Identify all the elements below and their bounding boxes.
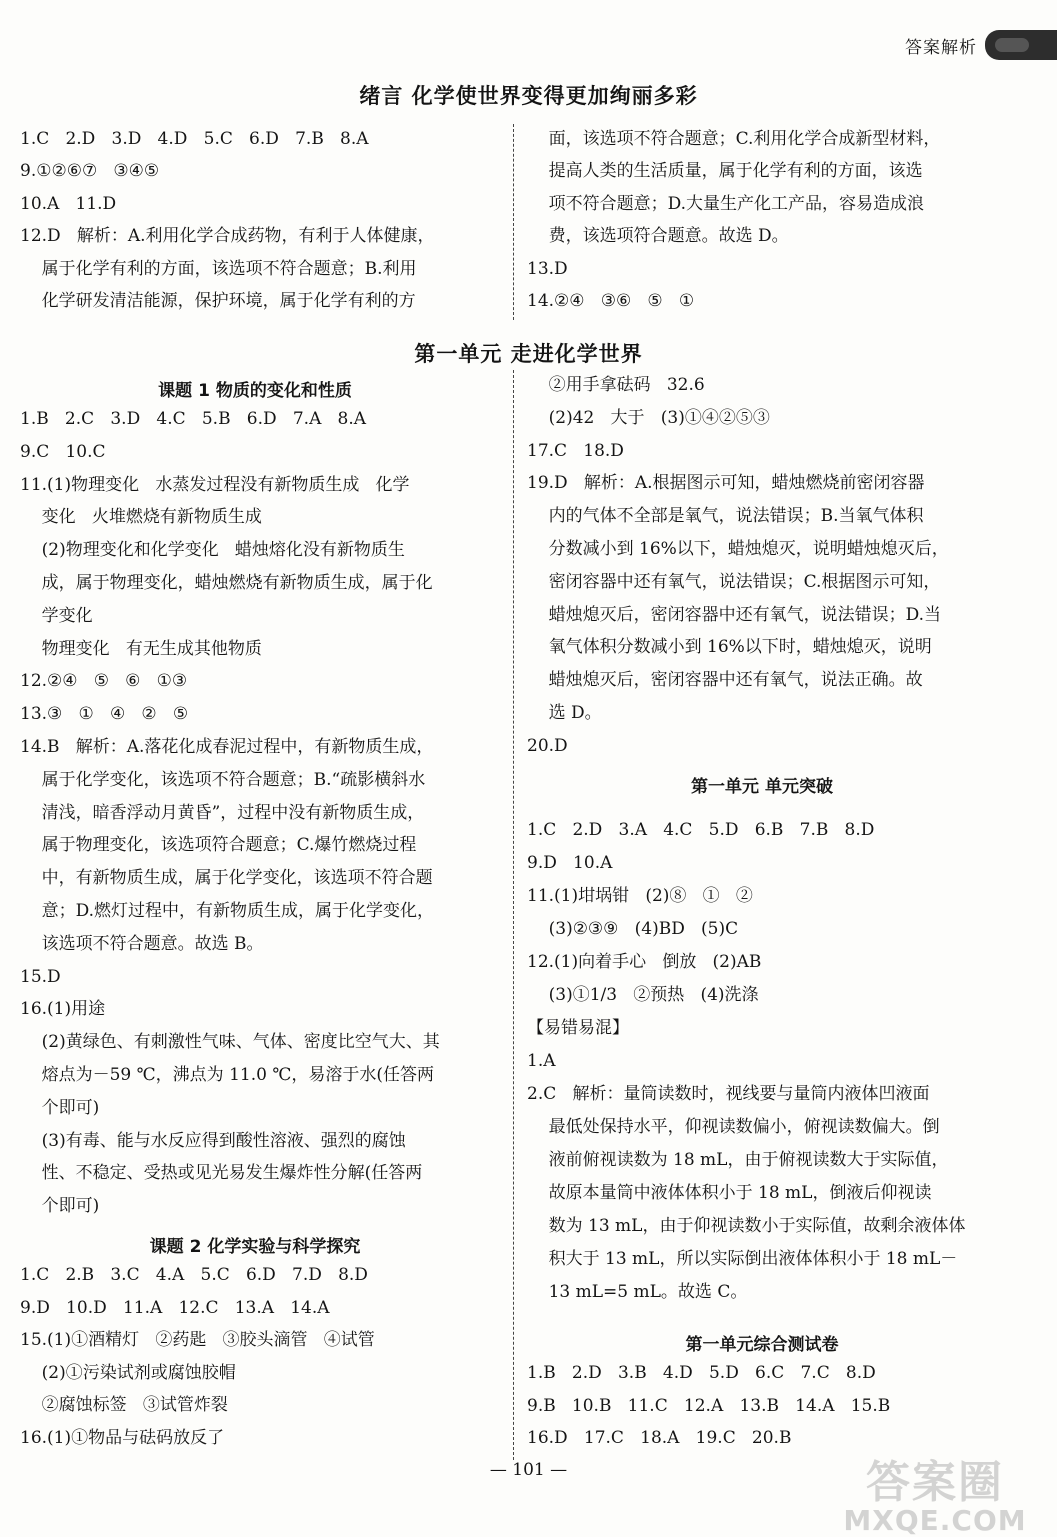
- watermark-logo: [825, 1446, 1045, 1537]
- answer-line: 变化 火堆燃烧有新物质生成: [20, 507, 262, 528]
- answer-line: 蜡烛熄灭后，密闭容器中还有氧气，说法错误；D.当: [527, 604, 942, 625]
- answer-line: 性、不稳定、受热或见光易发生爆炸性分解(任答两: [20, 1163, 423, 1184]
- answer-line: 化学研发清洁能源，保护环境，属于化学有利的方: [20, 291, 416, 311]
- answer-line: 个即可): [20, 1196, 100, 1217]
- answer-line: 10.A 11.D: [20, 193, 117, 214]
- answer-line: 学变化: [20, 605, 93, 626]
- answer-line: 个即可): [20, 1097, 100, 1118]
- answer-line: 15.D: [20, 966, 61, 987]
- answer-line: ②腐蚀标签 ③试管炸裂: [20, 1395, 228, 1416]
- answer-line: 15.(1)①酒精灯 ②药匙 ③胶头滴管 ④试管: [20, 1330, 375, 1351]
- answer-line: ②用手拿砝码 32.6: [527, 375, 705, 395]
- answer-line: 分数减小到 16%以下，蜡烛熄灭，说明蜡烛熄灭后，: [527, 539, 949, 559]
- answer-line: 该选项不符合题意。故选 B。: [20, 933, 264, 954]
- answer-line: 9.①②⑥⑦ ③④⑤: [20, 161, 160, 182]
- answer-line: 氧气体积分数减小到 16%以下时，蜡烛熄灭，说明: [527, 637, 932, 658]
- answer-line: (3)①1/3 ②预热 (4)洗涤: [527, 985, 759, 1005]
- answer-line: 成，属于物理变化，蜡烛燃烧有新物质生成，属于化: [20, 573, 433, 593]
- answer-line: 12.②④ ⑤ ⑥ ①③: [20, 671, 188, 692]
- answer-line: 9.D 10.D 11.A 12.C 13.A 14.A: [20, 1297, 330, 1318]
- answer-line: 9.D 10.A: [527, 853, 613, 873]
- answer-line: 数为 13 mL，由于仰视读数小于实际值，故剩余液体体: [527, 1216, 966, 1236]
- answer-line: 16.(1)①物品与砝码放反了: [20, 1428, 225, 1448]
- answer-line: 14.B 解析：A.落花化成春泥过程中，有新物质生成，: [20, 737, 434, 757]
- answer-line: 故原本量筒中液体体积小于 18 mL，倒液后仰视读: [527, 1183, 932, 1203]
- page-header: [905, 30, 1057, 60]
- answer-line: (3)②③⑨ (4)BD (5)C: [527, 919, 739, 939]
- answer-line: 9.C 10.C: [20, 441, 106, 462]
- answer-line: (2)物理变化和化学变化 蜡烛熔化没有新物质生: [20, 540, 405, 561]
- answer-line: 12.D 解析：A.利用化学合成药物，有利于人体健康，: [20, 226, 435, 247]
- answer-line: 1.A: [527, 1051, 556, 1071]
- answer-line: 项不符合题意；D.大量生产化工产品，容易造成浪: [527, 193, 925, 214]
- answer-line: 物理变化 有无生成其他物质: [20, 638, 262, 659]
- answer-line: 意；D.燃灯过程中，有新物质生成，属于化学变化，: [20, 901, 435, 921]
- section-title-intro: 绪言 化学使世界变得更加绚丽多彩: [359, 84, 698, 108]
- header-label: 答案解析: [905, 37, 977, 58]
- answer-line: 1.B 2.C 3.D 4.C 5.B 6.D 7.A 8.A: [20, 409, 367, 429]
- answer-line: 密闭容器中还有氧气，说法错误；C.根据图示可知，: [527, 571, 941, 592]
- answer-line: 17.C 18.D: [527, 440, 624, 461]
- answer-line: 2.C 解析：量筒读数时，视线要与量筒内液体凹液面: [527, 1084, 930, 1104]
- answer-line: 费，该选项符合题意。故选 D。: [527, 226, 789, 247]
- lesson2-title: 课题 2 化学实验与科学探究: [149, 1237, 361, 1257]
- answer-line: 中，有新物质生成，属于化学变化，该选项不符合题: [20, 868, 433, 889]
- answer-line: (2)42 大于 (3)①④②⑤③: [527, 407, 770, 428]
- answer-line: 面，该选项不符合题意；C.利用化学合成新型材料，: [527, 129, 941, 149]
- breakthrough-title: 第一单元 单元突破: [691, 777, 833, 797]
- answer-line: 11.(1)物理变化 水蒸发过程没有新物质生成 化学: [20, 474, 410, 495]
- answer-line: (2)①污染试剂或腐蚀胶帽: [20, 1362, 236, 1383]
- answer-line: 11.(1)坩埚钳 (2)⑧ ① ②: [527, 886, 753, 906]
- answer-line: 蜡烛熄灭后，密闭容器中还有氧气，说法正确。故: [527, 670, 923, 691]
- answer-line: 选 D。: [527, 703, 602, 723]
- answer-line: 1.B 2.D 3.B 4.D 5.D 6.C 7.C 8.D: [527, 1363, 876, 1383]
- test-title: 第一单元综合测试卷: [685, 1335, 839, 1355]
- column-divider: [513, 124, 514, 320]
- answer-line: 20.D: [527, 735, 568, 756]
- answer-line: 13 mL=5 mL。故选 C。: [527, 1282, 748, 1302]
- answer-line: 13.D: [527, 258, 568, 279]
- answer-line: 12.(1)向着手心 倒放 (2)AB: [527, 952, 762, 972]
- lesson1-title: 课题 1 物质的变化和性质: [158, 381, 352, 401]
- answer-line: (2)黄绿色、有刺激性气味、气体、密度比空气大、其: [20, 1032, 440, 1053]
- answer-line: 9.B 10.B 11.C 12.A 13.B 14.A 15.B: [527, 1395, 891, 1416]
- answer-line: 液前俯视读数为 18 mL，由于俯视读数大于实际值，: [527, 1150, 949, 1170]
- answer-line: 最低处保持水平，仰视读数偏小，俯视读数偏大。倒: [527, 1117, 940, 1137]
- answer-line: 1.C 2.B 3.C 4.A 5.C 6.D 7.D 8.D: [20, 1265, 368, 1285]
- answer-line: 清浅，暗香浮动月黄昏”，过程中没有新物质生成，: [20, 802, 425, 823]
- answer-line: 1.C 2.D 3.A 4.C 5.D 6.B 7.B 8.D: [527, 820, 875, 840]
- watermark-top: 答案圈: [866, 1457, 1004, 1508]
- answer-line: 内的气体不全部是氧气，说法错误；B.当氧气体积: [527, 506, 924, 527]
- answer-line: 提高人类的生活质量，属于化学有利的方面，该选: [527, 161, 923, 182]
- header-tab-decoration: [985, 30, 1057, 60]
- answer-line: 14.②④ ③⑥ ⑤ ①: [527, 291, 695, 311]
- answer-line: 属于化学有利的方面，该选项不符合题意；B.利用: [20, 258, 417, 279]
- answer-line: 属于物理变化，该选项符合题意；C.爆竹燃烧过程: [20, 835, 417, 856]
- answer-line: 13.③ ① ④ ② ⑤: [20, 704, 189, 725]
- section-title-unit1: 第一单元 走进化学世界: [414, 342, 643, 366]
- page-number: — 101 —: [489, 1460, 568, 1480]
- answer-line: 19.D 解析：A.根据图示可知，蜡烛燃烧前密闭容器: [527, 473, 925, 494]
- answer-line: 1.C 2.D 3.D 4.D 5.C 6.D 7.B 8.A: [20, 129, 369, 149]
- answer-line: 16.(1)用途: [20, 999, 106, 1020]
- answer-line: 16.D 17.C 18.A 19.C 20.B: [527, 1428, 792, 1449]
- column-divider-unit1: [513, 370, 514, 1460]
- answer-line: (3)有毒、能与水反应得到酸性溶液、强烈的腐蚀: [20, 1130, 406, 1151]
- answer-line: 积大于 13 mL，所以实际倒出液体体积小于 18 mL－: [527, 1249, 958, 1269]
- answer-line: 熔点为－59 ℃，沸点为 11.0 ℃，易溶于水(任答两: [20, 1065, 434, 1085]
- answer-line: 【易错易混】: [527, 1018, 629, 1038]
- watermark-bottom: MXQE.COM: [843, 1504, 1027, 1537]
- answer-line: 属于化学变化，该选项不符合题意；B.“疏影横斜水: [20, 769, 426, 790]
